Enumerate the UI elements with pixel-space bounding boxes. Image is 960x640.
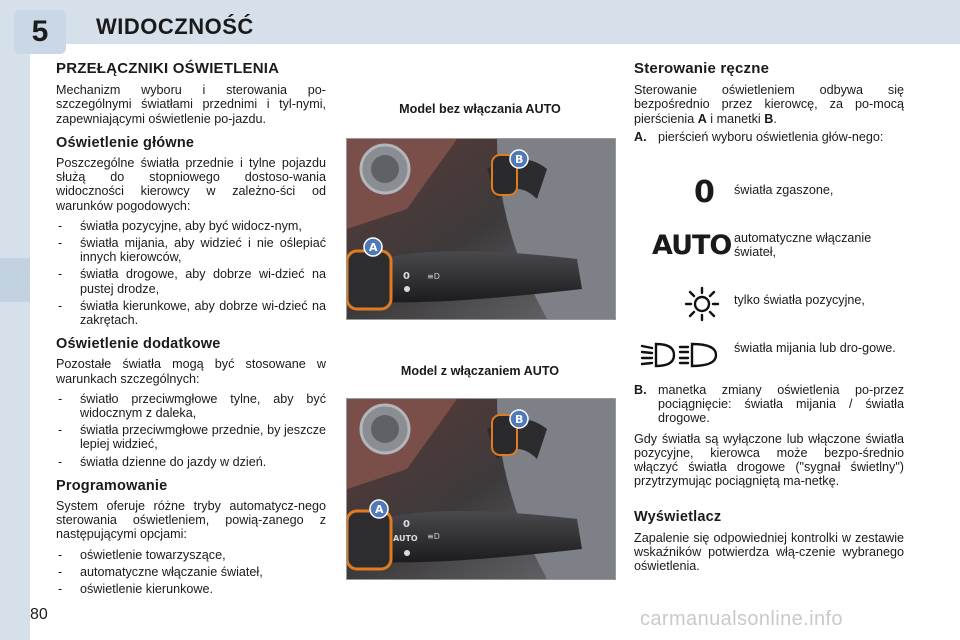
label-a: A — [375, 503, 384, 516]
intro-text: Mechanizm wyboru i sterowania po-szczególnymi światłami przednimi i tyl-nymi, zapewniającymi oświetlenie po-jazdu. — [56, 83, 326, 126]
main-lights-text: Poszczególne światła przednie i tylne pojazdu służą do stopniowego dostoso-wania widoczności kierowcy w zależno-ści od warunków pogodowych: — [56, 156, 326, 213]
zero-icon: 0 — [694, 175, 715, 210]
stalk-illustration — [347, 139, 615, 319]
list-item: - automatyczne włączanie świateł, — [56, 565, 326, 579]
list-item: - oświetlenie kierunkowe. — [56, 582, 326, 596]
chapter-number: 5 — [31, 15, 49, 48]
ring-letter: A — [697, 111, 707, 126]
side-band — [0, 44, 30, 640]
item-a-letter: A. — [634, 129, 647, 144]
list-item: - światła mijania, aby widzieć i nie oślepiać innych kierowców, — [56, 236, 326, 264]
caption-model-auto: Model z włączaniem AUTO — [400, 364, 560, 378]
main-lights-list — [56, 219, 326, 327]
stalk-illustration — [347, 399, 615, 579]
legend-text-off: światła zgaszone, — [734, 183, 834, 197]
item-a: A. pierścień wyboru oświetlenia głów-nego: — [634, 129, 884, 144]
stalk-letter: B — [764, 111, 774, 126]
legend-text-auto: automatyczne włączanie świateł, — [734, 231, 872, 260]
programming-list — [56, 548, 326, 597]
side-tab-marker — [0, 258, 30, 302]
low-high-beam-icon — [640, 340, 722, 375]
position-light-icon — [684, 286, 720, 327]
list-item: - światła przeciwmgłowe przednie, by jeszcze lepiej widzieć, — [56, 423, 326, 451]
stalk-zero-label: 0 — [403, 519, 410, 530]
manual-control-text: Sterowanie oświetleniem odbywa się bezpośrednio przez kierowcę, za po-mocą pierścienia A i manetki B. — [634, 83, 904, 126]
label-a: A — [369, 241, 378, 254]
display-heading: Wyświetlacz — [634, 509, 722, 526]
list-item: - światła kierunkowe, aby dobrze wi-dzieć na zakrętach. — [56, 299, 326, 327]
item-b-letter: B. — [634, 383, 647, 397]
left-column — [56, 62, 326, 600]
list-item: - oświetlenie towarzyszące, — [56, 548, 326, 562]
photo-stalk-auto — [346, 398, 616, 580]
manual-control-heading: Sterowanie ręczne — [634, 60, 770, 77]
svg-text:≡D: ≡D — [427, 532, 440, 541]
page-title: WIDOCZNOŚĆ — [96, 14, 254, 39]
programming-heading: Programowanie — [56, 477, 168, 494]
page-number: 80 — [30, 606, 48, 623]
stalk-zero-label: 0 — [403, 271, 410, 282]
svg-text:≡D: ≡D — [427, 272, 440, 281]
extra-lights-list — [56, 392, 326, 469]
section-title: PRZEŁĄCZNIKI OŚWIETLENIA — [56, 60, 280, 77]
right-column-top — [634, 62, 904, 150]
list-item: - światła pozycyjne, aby być widocz-nym, — [56, 219, 326, 233]
display-text: Zapalenie się odpowiedniej kontrolki w zestawie wskaźników potwierdza włą-czenie wybranego oświetlenia. — [634, 530, 904, 574]
watermark: carmanualsonline.info — [640, 608, 843, 630]
stalk-auto-label: AUTO — [393, 534, 418, 543]
caption-model-no-auto: Model bez włączania AUTO — [399, 102, 561, 116]
list-item: - światło przeciwmgłowe tylne, aby być widocznym z daleka, — [56, 392, 326, 420]
item-b: B. manetka zmiany oświetlenia po-przez pociągnięcie: światła mijania / światła drogowe. — [634, 383, 904, 426]
legend-text-position: tylko światła pozycyjne, — [734, 293, 865, 307]
main-lights-heading: Oświetlenie główne — [56, 134, 195, 151]
list-item: - światła drogowe, aby dobrze wi-dzieć na pustej drodze, — [56, 267, 326, 295]
extra-lights-heading: Oświetlenie dodatkowe — [56, 336, 221, 353]
flash-text: Gdy światła są wyłączone lub włączone światła pozycyjne, kierowca może bezpo-średnio włączyć światła drogowe ("sygnał świetlny") przytrzymując pociągniętą ma-netkę. — [634, 431, 904, 489]
programming-text: System oferuje różne tryby automatycz-nego sterowania oświetleniem, powią-zanego z następującymi opcjami: — [56, 499, 326, 542]
legend-text-beams: światła mijania lub dro-gowe. — [734, 341, 896, 355]
label-b: B — [515, 413, 524, 426]
label-b: B — [515, 153, 524, 166]
right-column-bottom — [634, 383, 904, 579]
photo-stalk-no-auto — [346, 138, 616, 320]
extra-lights-text: Pozostałe światła mogą być stosowane w warunkach szczególnych: — [56, 357, 326, 386]
list-item: - światła dzienne do jazdy w dzień. — [56, 455, 326, 469]
auto-icon: AUTO — [652, 230, 732, 261]
